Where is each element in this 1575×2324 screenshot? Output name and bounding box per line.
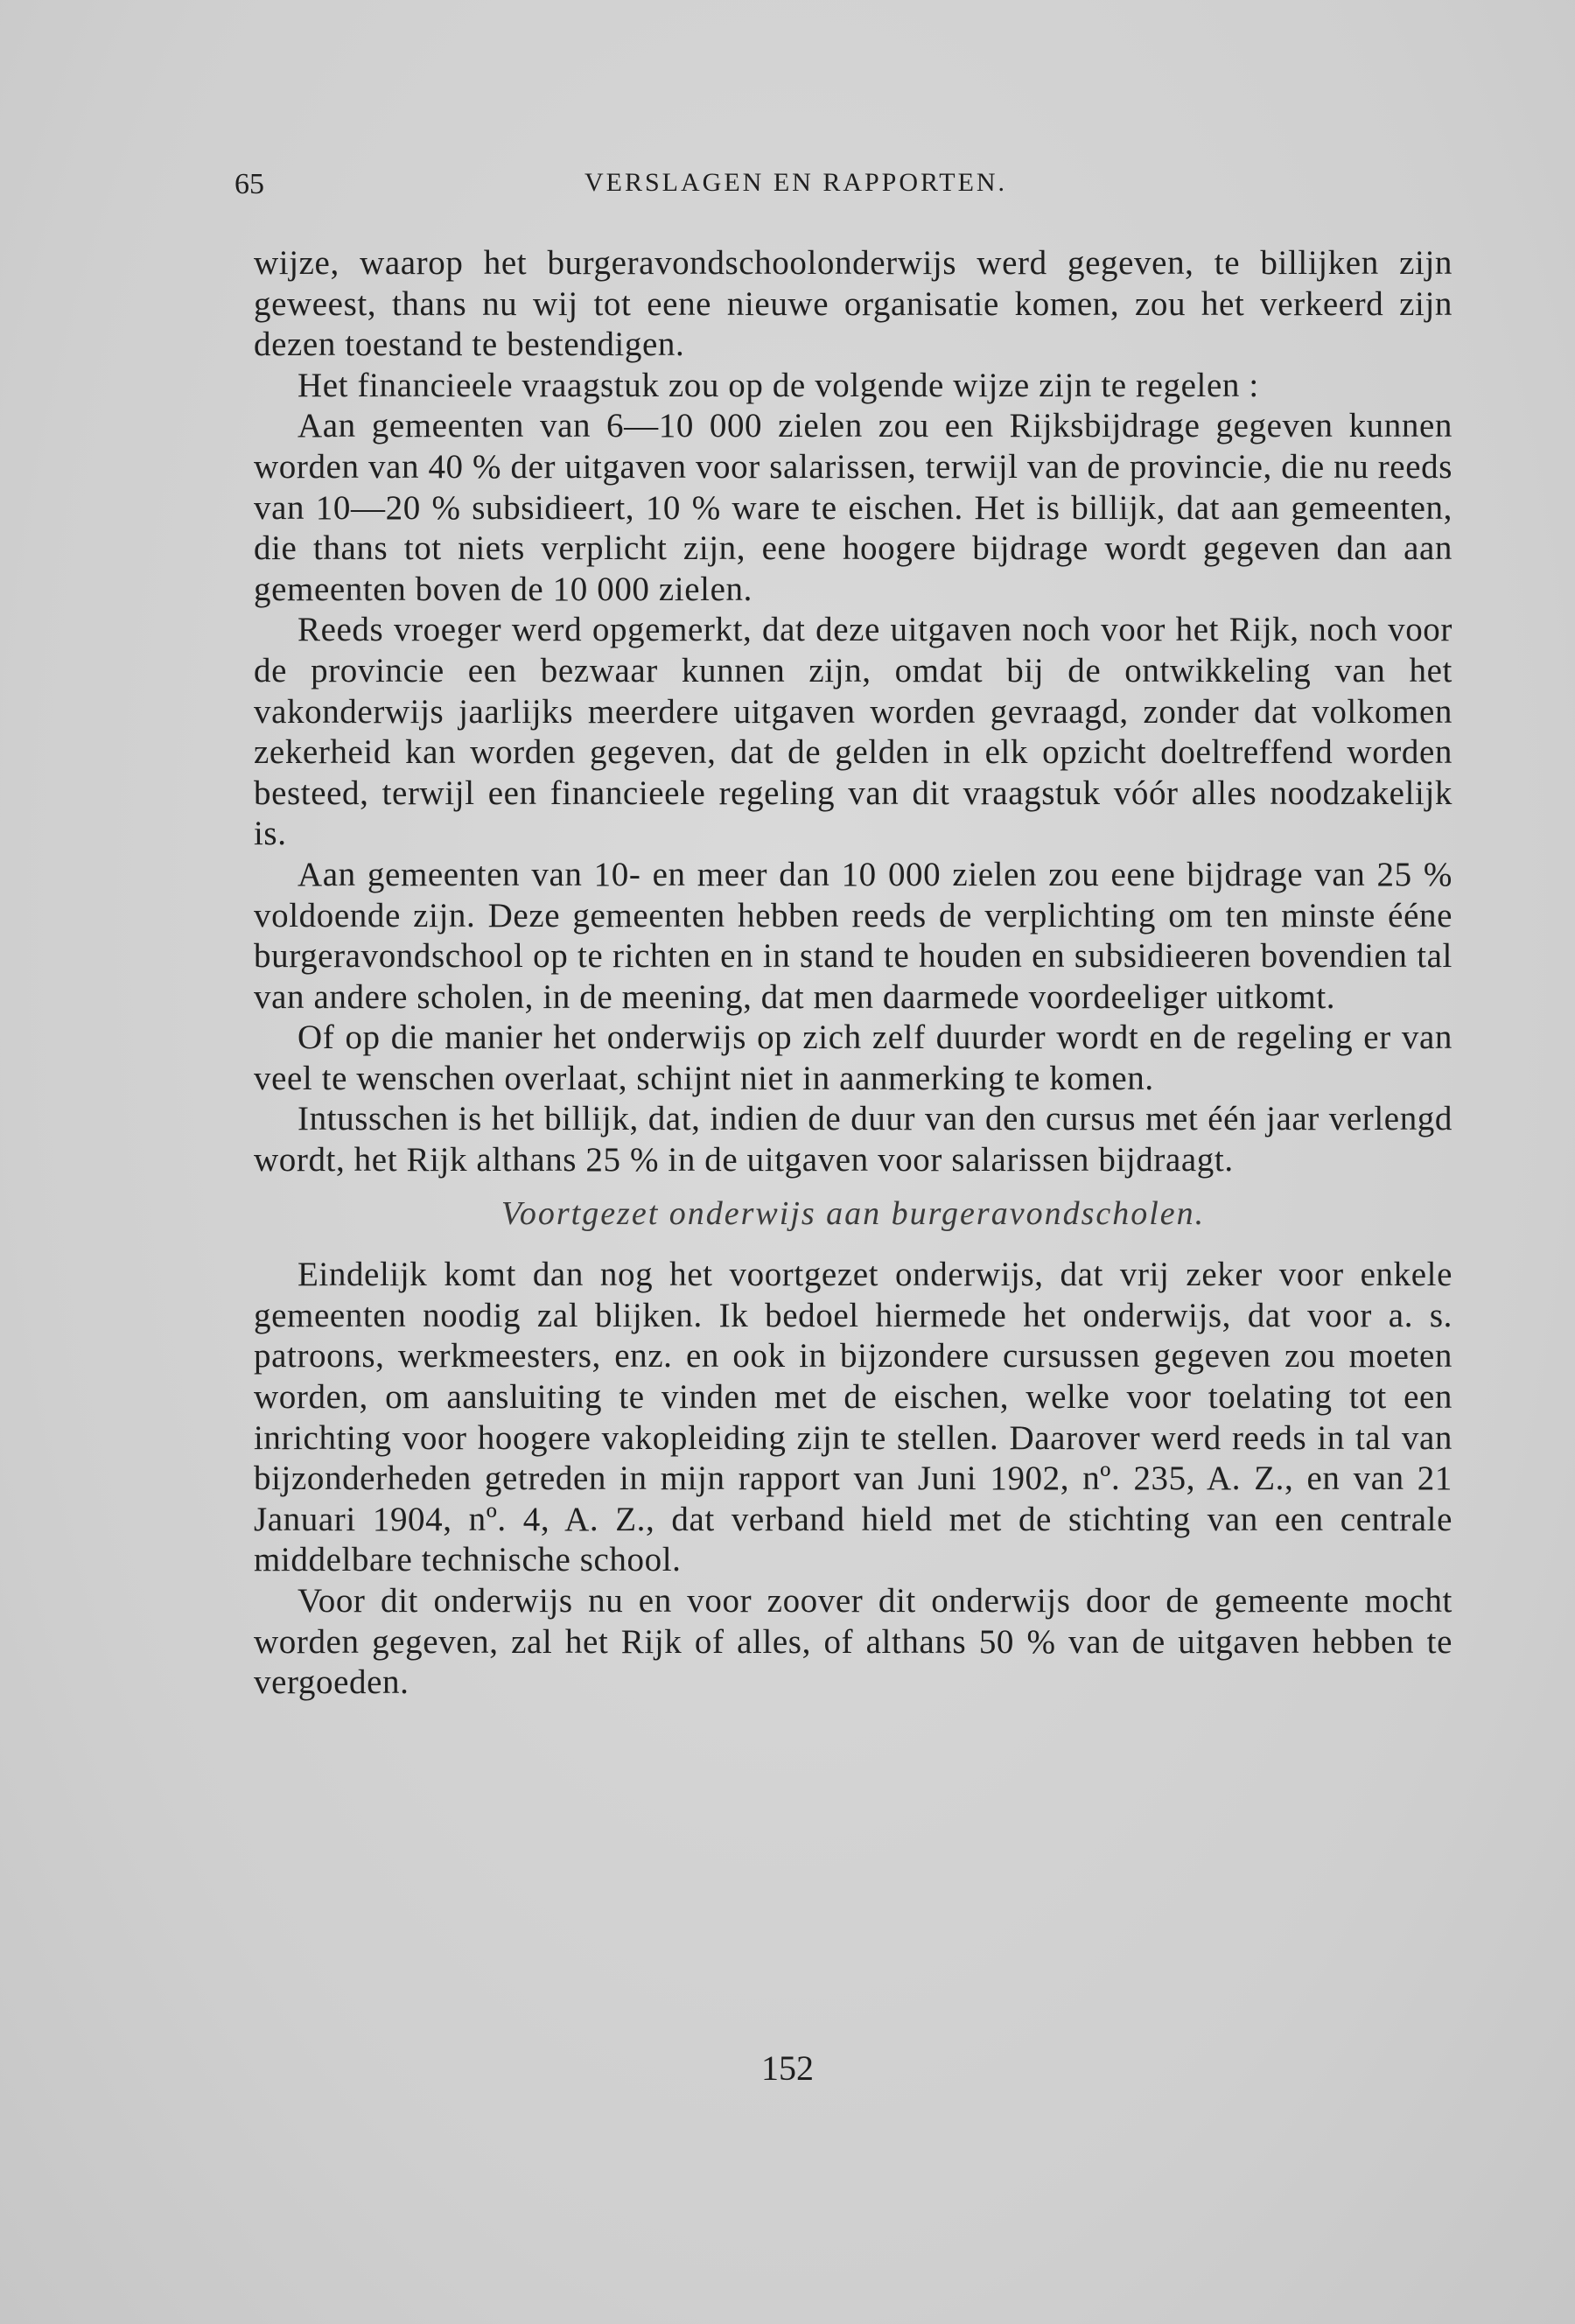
running-title: VERSLAGEN EN RAPPORTEN.	[584, 168, 1008, 197]
paragraph: Aan gemeenten van 10- en meer dan 10 000 zielen zou eene bijdrage van 25 % voldoende zijn. Deze gemeenten hebben reeds de verplichting om ten minste ééne burgeravondschool op te richten en in stand te houden en subsidieeren bovendien tal van andere scholen, in de meening, dat men daarmede voordeeliger uitkomt.	[254, 855, 1452, 1016]
paragraph: Reeds vroeger werd opgemerkt, dat deze uitgaven noch voor het Rijk, noch voor de provincie een bezwaar kunnen zijn, omdat bij de ontwikkeling van het vakonderwijs jaarlijks meerdere uitgaven worden gevraagd, zonder dat volkomen zekerheid kan worden gegeven, dat de gelden in elk opzicht doeltreffend worden besteed, terwijl een financieele regeling van dit vraagstuk vóór alles noodzakelijk is.	[254, 611, 1452, 853]
paragraph: Of op die manier het onderwijs op zich zelf duurder wordt en de regeling er van veel te wenschen overlaat, schijnt niet in aanmerking te komen.	[254, 1018, 1452, 1097]
body-text	[254, 243, 1452, 1704]
page-header	[234, 168, 1136, 212]
header-page-number: 65	[234, 168, 264, 200]
footer-page-number: 152	[761, 2048, 814, 2088]
paragraph: Het financieele vraagstuk zou op de volgende wijze zijn te regelen :	[298, 366, 1259, 404]
paragraph: Intusschen is het billijk, dat, indien de duur van den cursus met één jaar verlengd wordt, het Rijk althans 25 % in de uitgaven voor salarissen bijdraagt.	[254, 1100, 1452, 1180]
section-heading: Voortgezet onderwijs aan burgeravondscholen.	[500, 1194, 1206, 1232]
paragraph: Aan gemeenten van 6—10 000 zielen zou een Rijksbijdrage gegeven kunnen worden van 40 % der uitgaven voor salarissen, terwijl van de provincie, die nu reeds van 10—20 % subsidieert, 10 % ware te eischen. Het is billijk, dat aan gemeenten, die thans tot niets verplicht zijn, eene hoogere bijdrage wordt gegeven dan aan gemeenten boven de 10 000 zielen.	[254, 407, 1452, 608]
paragraph: wijze, waarop het burgeravondschoolonderwijs werd gegeven, te billijken zijn geweest, thans nu wij tot eene nieuwe organisatie komen, zou het verkeerd zijn dezen toestand te bestendigen.	[254, 244, 1452, 364]
paragraph: Eindelijk komt dan nog het voortgezet onderwijs, dat vrij zeker voor enkele gemeenten noodig zal blijken. Ik bedoel hiermede het onderwijs, dat voor a. s. patroons, werkmeesters, enz. en ook in bijzondere cursussen gegeven zou moeten worden, om aansluiting te vinden met de eischen, welke voor toelating tot een inrichting voor hoogere vakopleiding zijn te stellen. Daarover werd reeds in tal van bijzonderheden getreden in mijn rapport van Juni 1902, nº. 235, A. Z., en van 21 Januari 1904, nº. 4, A. Z., dat verband hield met de stichting van een centrale middelbare technische school.	[254, 1256, 1452, 1579]
paragraph: Voor dit onderwijs nu en voor zoover dit onderwijs door de gemeente mocht worden gegeven, zal het Rijk of alles, of althans 50 % van de uitgaven hebben te vergoeden.	[254, 1582, 1452, 1702]
